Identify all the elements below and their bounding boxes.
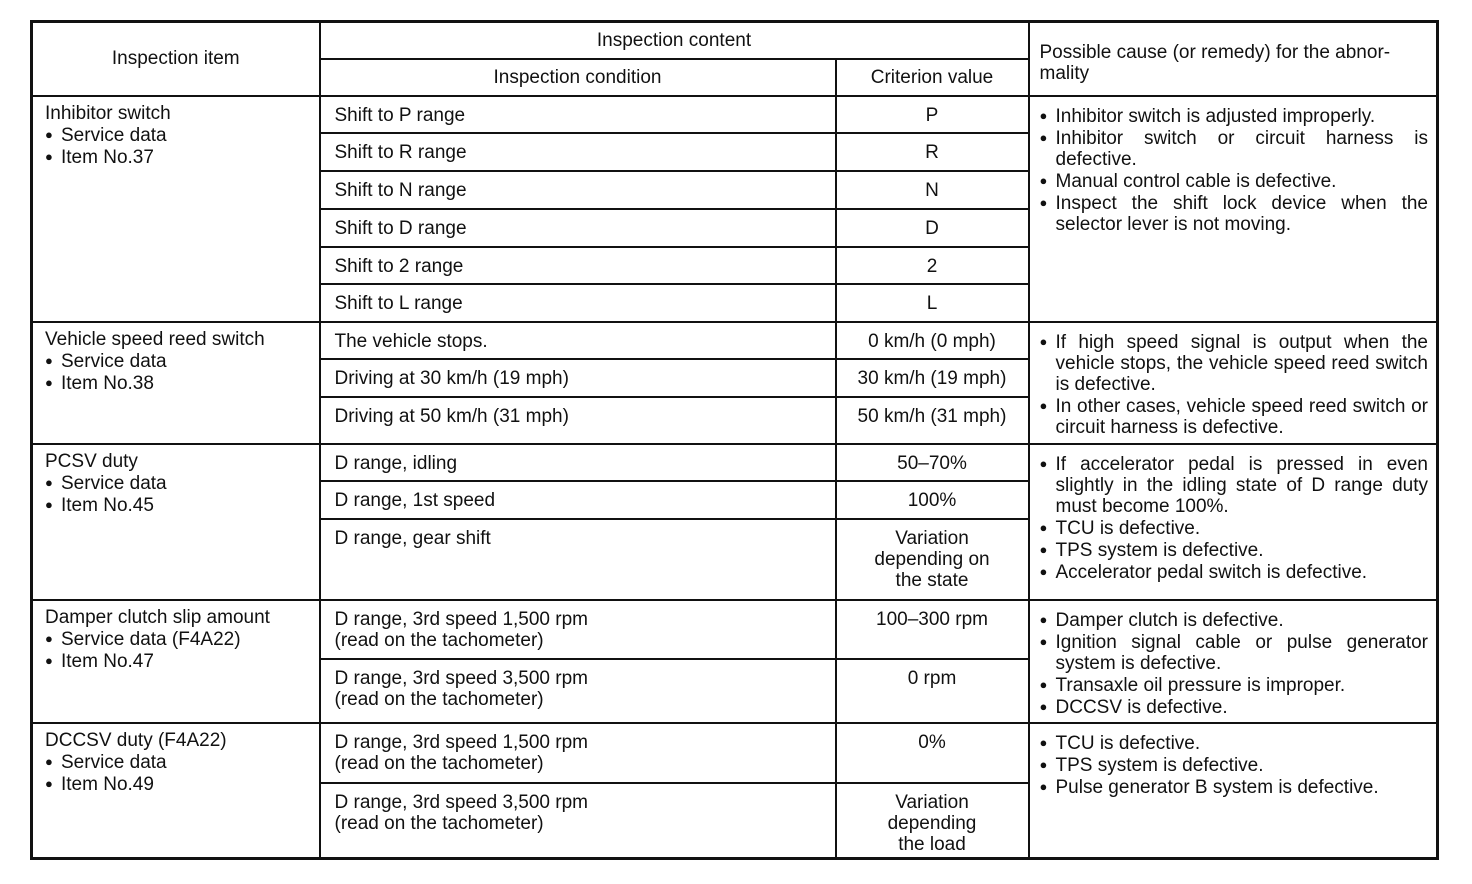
group-inhibitor-switch xyxy=(32,96,1438,322)
criterion-cell: 2 xyxy=(836,247,1029,284)
cause-item: ● Accelerator pedal switch is defective. xyxy=(1040,561,1429,583)
criterion-cell xyxy=(836,783,1029,859)
item-bullet: ● Service data xyxy=(45,350,313,372)
item-bullet: ● Service data xyxy=(45,124,313,146)
inspection-item-cell xyxy=(32,322,320,444)
criterion-cell: 50–70% xyxy=(836,444,1029,481)
header-possible-cause: Possible cause (or remedy) for the abnor-mality xyxy=(1029,22,1438,96)
cause-cell xyxy=(1029,322,1438,444)
condition-cell xyxy=(320,783,836,859)
item-bullet: ● Item No.37 xyxy=(45,146,313,168)
criterion-cell: L xyxy=(836,284,1029,322)
condition-line: (read on the tachometer) xyxy=(334,752,544,774)
criterion-line: Variation xyxy=(895,791,969,813)
inspection-item-cell xyxy=(32,723,320,859)
table-row xyxy=(32,723,1438,783)
condition-line: (read on the tachometer) xyxy=(334,688,544,710)
condition-cell: Driving at 50 km/h (31 mph) xyxy=(320,397,836,444)
criterion-cell: R xyxy=(836,133,1029,171)
criterion-cell xyxy=(836,519,1029,600)
criterion-line: depending xyxy=(887,812,977,834)
cause-item: ● Manual control cable is defective. xyxy=(1040,170,1429,192)
cause-item: ● In other cases, vehicle speed reed switch or circuit harness is defective. xyxy=(1040,395,1429,438)
header-inspection-item: Inspection item xyxy=(32,22,320,96)
condition-cell: D range, gear shift xyxy=(320,519,836,600)
criterion-cell: 0 km/h (0 mph) xyxy=(836,322,1029,359)
condition-cell: D range, 1st speed xyxy=(320,481,836,519)
condition-line: (read on the tachometer) xyxy=(334,812,544,834)
cause-item: ● DCCSV is defective. xyxy=(1040,696,1429,718)
cause-item: ● Pulse generator B system is defective. xyxy=(1040,776,1429,798)
condition-line: D range, 3rd speed 3,500 rpm xyxy=(334,667,588,689)
criterion-cell: 30 km/h (19 mph) xyxy=(836,359,1029,397)
condition-cell: D range, idling xyxy=(320,444,836,481)
group-pcsv-duty xyxy=(32,444,1438,600)
item-bullet: ● Service data xyxy=(45,472,313,494)
criterion-line: the load xyxy=(898,833,966,855)
item-title: DCCSV duty (F4A22) xyxy=(45,729,227,751)
cause-cell xyxy=(1029,96,1438,322)
cause-item: ● TCU is defective. xyxy=(1040,517,1429,539)
cause-item: ● Damper clutch is defective. xyxy=(1040,609,1429,631)
cause-item: ● If high speed signal is output when the vehicle stops, the vehicle speed reed switch is defective. xyxy=(1040,331,1429,395)
cause-item: ● Inhibitor switch is adjusted improperly. xyxy=(1040,105,1429,127)
criterion-line: the state xyxy=(895,569,969,591)
inspection-item-cell xyxy=(32,600,320,723)
condition-cell: Driving at 30 km/h (19 mph) xyxy=(320,359,836,397)
item-bullet: ● Item No.45 xyxy=(45,494,313,516)
condition-line: (read on the tachometer) xyxy=(334,629,544,651)
table-row xyxy=(32,444,1438,481)
item-bullet: ● Item No.49 xyxy=(45,773,313,795)
condition-cell: Shift to P range xyxy=(320,96,836,133)
group-vehicle-speed-reed-switch xyxy=(32,322,1438,444)
cause-item: ● Inspect the shift lock device when the selector lever is not moving. xyxy=(1040,192,1429,235)
item-bullet: ● Service data xyxy=(45,751,313,773)
cause-item: ● Transaxle oil pressure is improper. xyxy=(1040,674,1429,696)
item-title: Vehicle speed reed switch xyxy=(45,328,265,350)
inspection-item-cell xyxy=(32,444,320,600)
cause-item: ● TPS system is defective. xyxy=(1040,539,1429,561)
condition-cell xyxy=(320,723,836,783)
criterion-cell: 50 km/h (31 mph) xyxy=(836,397,1029,444)
condition-cell: Shift to R range xyxy=(320,133,836,171)
condition-cell xyxy=(320,600,836,659)
item-title: PCSV duty xyxy=(45,450,138,472)
criterion-cell: 100% xyxy=(836,481,1029,519)
item-title: Damper clutch slip amount xyxy=(45,606,270,628)
condition-cell: The vehicle stops. xyxy=(320,322,836,359)
criterion-cell: P xyxy=(836,96,1029,133)
condition-cell: Shift to D range xyxy=(320,209,836,247)
condition-cell xyxy=(320,659,836,723)
item-bullet: ● Item No.38 xyxy=(45,372,313,394)
item-bullet: ● Service data (F4A22) xyxy=(45,628,313,650)
condition-line: D range, 3rd speed 1,500 rpm xyxy=(334,731,588,753)
cause-item: ● TCU is defective. xyxy=(1040,732,1429,754)
cause-cell xyxy=(1029,723,1438,859)
item-title: Inhibitor switch xyxy=(45,102,171,124)
criterion-cell: 100–300 rpm xyxy=(836,600,1029,659)
group-damper-clutch-slip-amount xyxy=(32,600,1438,723)
table-row xyxy=(32,96,1438,133)
cause-cell xyxy=(1029,444,1438,600)
table-row xyxy=(32,600,1438,659)
cause-item: ● Inhibitor switch or circuit harness is defective. xyxy=(1040,127,1429,170)
cause-item: ● TPS system is defective. xyxy=(1040,754,1429,776)
cause-cell xyxy=(1029,600,1438,723)
condition-cell: Shift to 2 range xyxy=(320,247,836,284)
condition-cell: Shift to L range xyxy=(320,284,836,322)
criterion-cell: D xyxy=(836,209,1029,247)
header-inspection-content: Inspection content xyxy=(320,22,1029,59)
table-row xyxy=(32,322,1438,359)
table-header xyxy=(32,22,1438,96)
header-inspection-condition: Inspection condition xyxy=(320,59,836,96)
inspection-item-cell xyxy=(32,96,320,322)
criterion-line: depending on xyxy=(874,548,990,570)
criterion-cell: 0 rpm xyxy=(836,659,1029,723)
item-bullet: ● Item No.47 xyxy=(45,650,313,672)
inspection-table xyxy=(30,20,1439,860)
criterion-cell: 0% xyxy=(836,723,1029,783)
criterion-cell: N xyxy=(836,171,1029,209)
cause-item: ● If accelerator pedal is pressed in even slightly in the idling state of D range duty must become 100%. xyxy=(1040,453,1429,517)
header-criterion-value: Criterion value xyxy=(836,59,1029,96)
condition-line: D range, 3rd speed 1,500 rpm xyxy=(334,608,588,630)
criterion-line: Variation xyxy=(895,527,969,549)
condition-cell: Shift to N range xyxy=(320,171,836,209)
condition-line: D range, 3rd speed 3,500 rpm xyxy=(334,791,588,813)
group-dccsv-duty xyxy=(32,723,1438,859)
cause-item: ● Ignition signal cable or pulse generator system is defective. xyxy=(1040,631,1429,674)
